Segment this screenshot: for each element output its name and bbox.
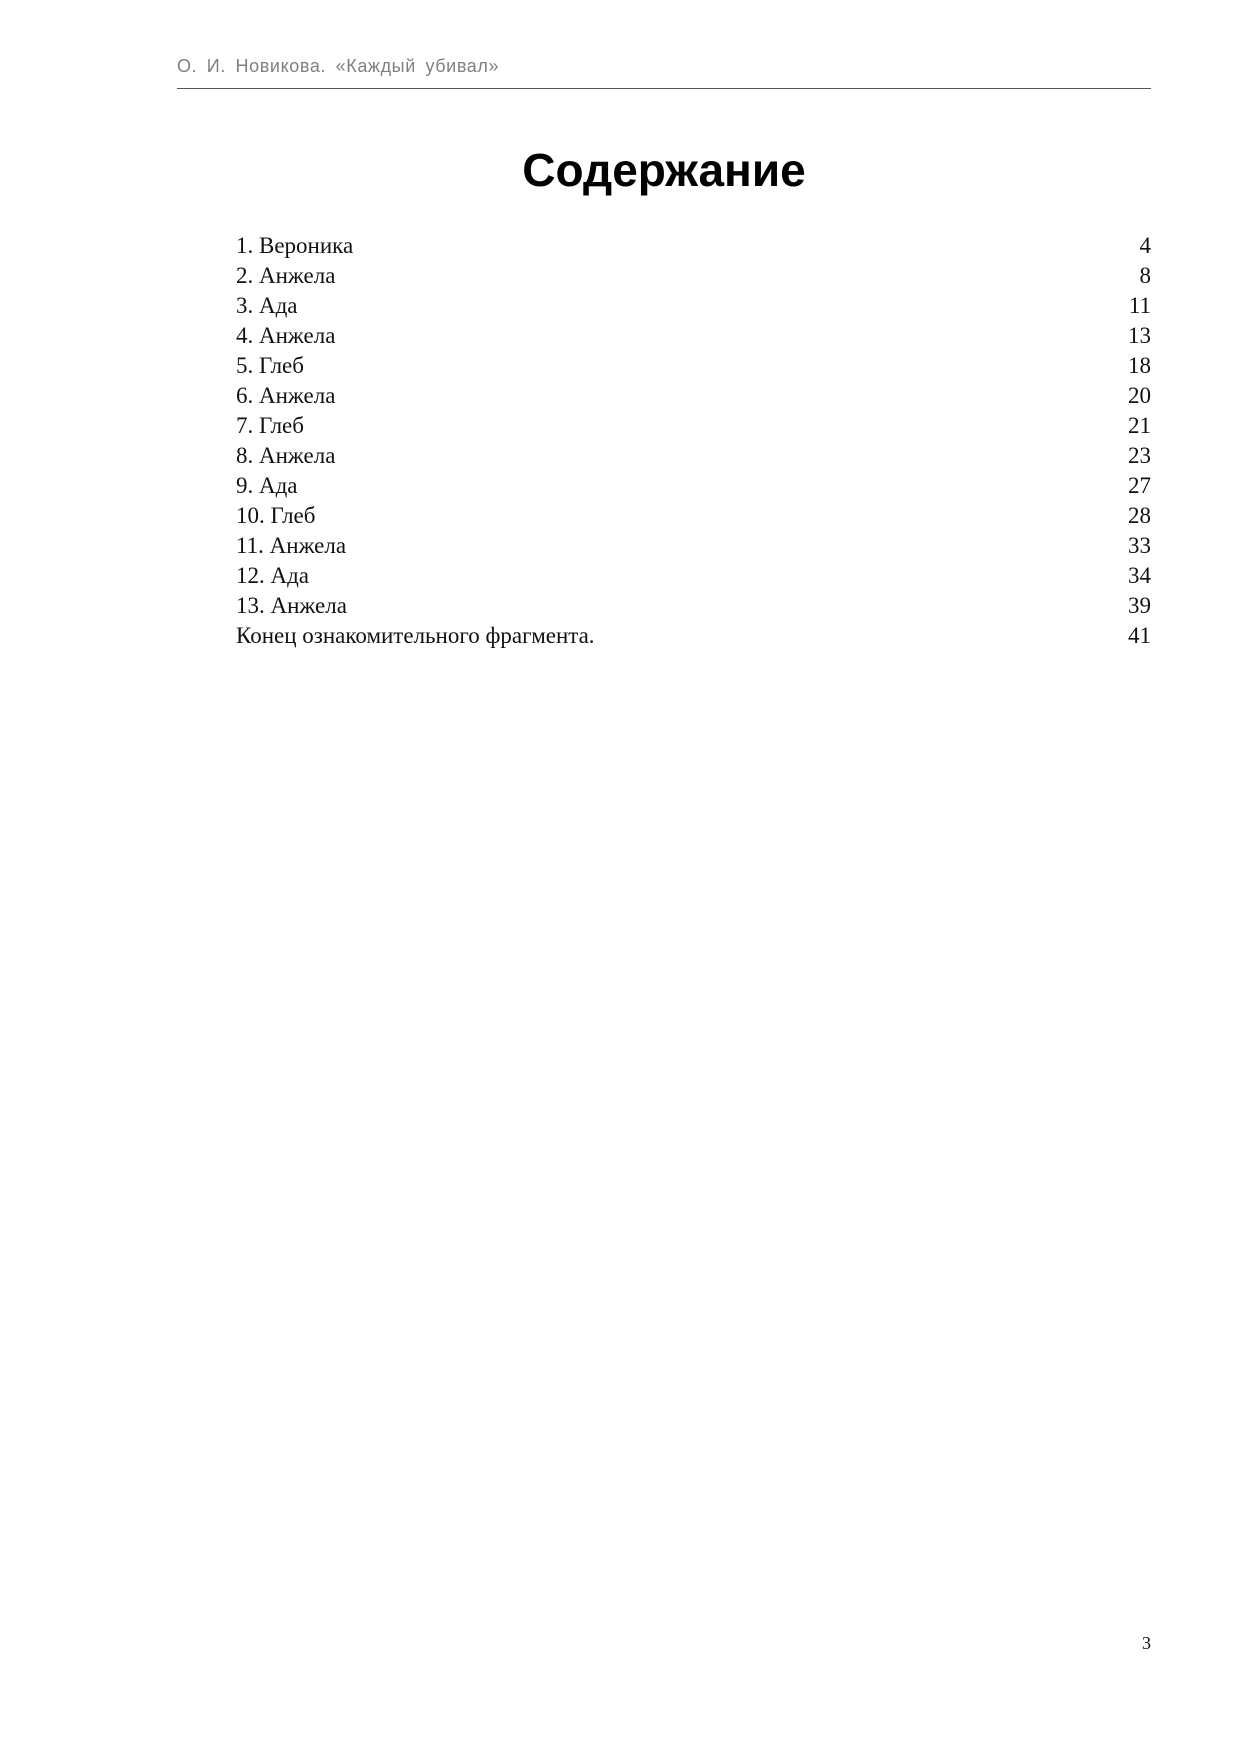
toc-entry-title: 3. Ада [236, 293, 298, 318]
toc-entry[interactable] [236, 441, 1151, 471]
toc-entry-title: 2. Анжела [236, 263, 336, 288]
toc-entry-page: 20 [1128, 383, 1151, 408]
toc-entry-page: 28 [1128, 503, 1151, 528]
toc-entry-page: 13 [1128, 323, 1151, 348]
toc-list [236, 231, 1151, 651]
toc-entry[interactable] [236, 411, 1151, 441]
toc-entry-page: 11 [1128, 293, 1151, 318]
toc-entry[interactable] [236, 321, 1151, 351]
toc-entry-page: 34 [1128, 563, 1151, 588]
toc-entry-page: 8 [1139, 263, 1151, 288]
toc-entry-page: 33 [1128, 533, 1151, 558]
running-header: О. И. Новикова. «Каждый убивал» [177, 56, 500, 76]
toc-entry[interactable] [236, 621, 1151, 651]
toc-entry[interactable] [236, 471, 1151, 501]
toc-entry-title: Конец ознакомительного фрагмента. [236, 623, 595, 648]
toc-entry-title: 13. Анжела [236, 593, 347, 618]
toc-title: Содержание [522, 144, 806, 196]
toc-entry-title: 8. Анжела [236, 443, 336, 468]
toc-entry-page: 18 [1128, 353, 1151, 378]
toc-entry-title: 1. Вероника [236, 233, 354, 258]
toc-entry-page: 27 [1128, 473, 1151, 498]
toc-entry-title: 5. Глеб [236, 353, 304, 378]
toc-entry-title: 7. Глеб [236, 413, 304, 438]
toc-entry[interactable] [236, 261, 1151, 291]
toc-entry[interactable] [236, 591, 1151, 621]
toc-entry-title: 10. Глеб [236, 503, 316, 528]
toc-entry[interactable] [236, 231, 1151, 261]
page-number: 3 [1142, 1633, 1151, 1653]
toc-entry-page: 41 [1128, 623, 1151, 648]
toc-entry-title: 6. Анжела [236, 383, 336, 408]
toc-entry-page: 4 [1139, 233, 1151, 258]
toc-entry-page: 23 [1128, 443, 1151, 468]
toc-entry[interactable] [236, 351, 1151, 381]
toc-entry-title: 9. Ада [236, 473, 298, 498]
toc-entry[interactable] [236, 291, 1151, 321]
toc-entry-title: 11. Анжела [236, 533, 347, 558]
toc-entry[interactable] [236, 561, 1151, 591]
toc-entry-title: 12. Ада [236, 563, 310, 588]
toc-entry-title: 4. Анжела [236, 323, 336, 348]
header-rule [177, 88, 1151, 89]
toc-entry[interactable] [236, 531, 1151, 561]
toc-entry-page: 39 [1128, 593, 1151, 618]
toc-entry[interactable] [236, 381, 1151, 411]
toc-entry-page: 21 [1128, 413, 1151, 438]
toc-entry[interactable] [236, 501, 1151, 531]
